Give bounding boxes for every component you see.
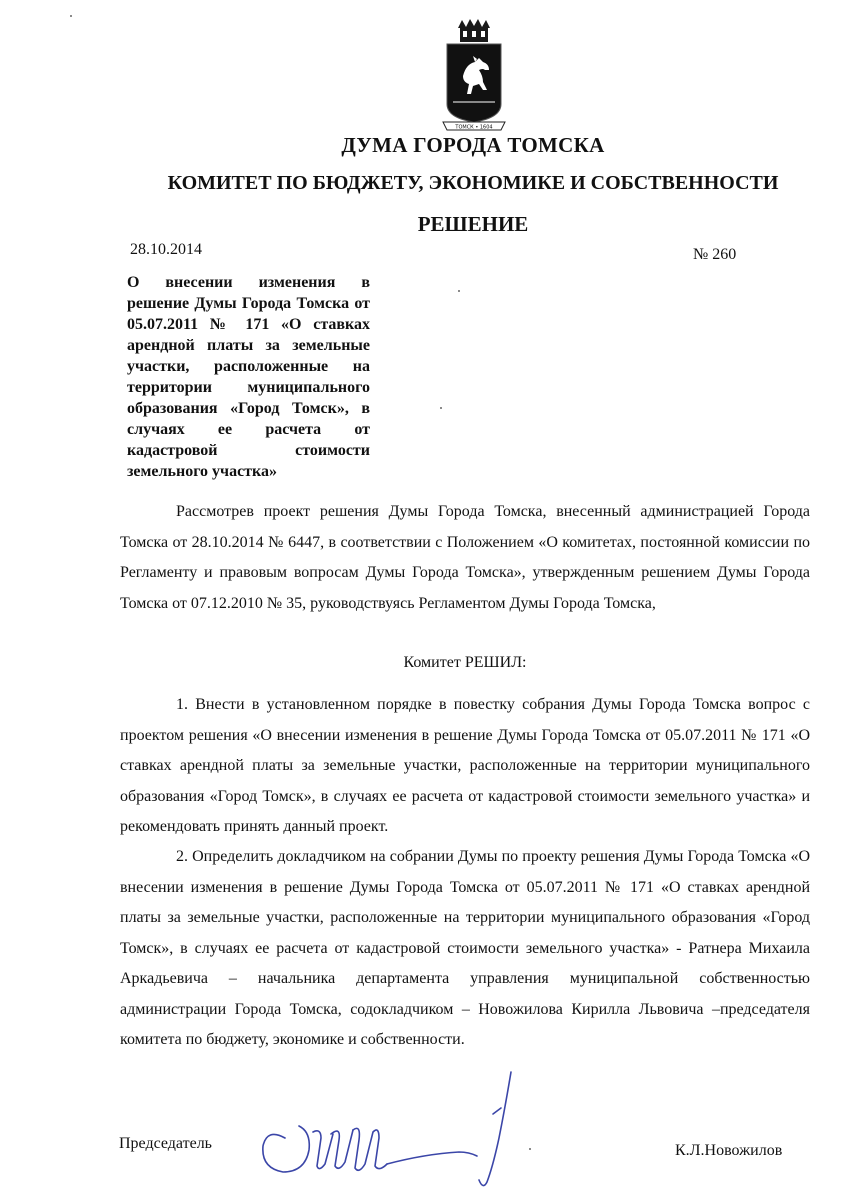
document-subject: О внесении изменения в решение Думы Города Томска от 05.07.2011 № 171 «О ставках арендной платы за земельные участки, расположенные на территории муниципального образования «Город Томск», в случаях ее расчета от кадастровой стоимости земельного участка»	[127, 274, 370, 480]
scan-speck	[458, 290, 460, 292]
resolution-heading: Комитет РЕШИЛ:	[403, 654, 527, 671]
scan-speck	[70, 15, 72, 17]
handwritten-signature	[255, 1068, 525, 1198]
resolution-item-1: 1. Внести в установленном порядке в повестку собрания Думы Города Томска вопрос с проектом решения «О внесении изменения в решение Думы Города Томска от 05.07.2011 № 171 «О ставках арендной платы за земельные участки, расположенные на территории муниципального образования «Город Томск», в случаях ее расчета от кадастровой стоимости земельного участка» и рекомендовать принять данный проект.	[120, 696, 810, 835]
signer-position: Председатель	[119, 1135, 212, 1152]
document-number: № 260	[693, 246, 737, 263]
scan-speck	[529, 1148, 531, 1150]
coat-of-arms-icon	[439, 18, 509, 134]
svg-text:ТОМСК • 1604: ТОМСК • 1604	[455, 124, 493, 131]
resolution-item-2: 2. Определить докладчиком на собрании Думы по проекту решения Думы Города Томска «О внесении изменения в решение Думы Города Томска от 05.07.2011 № 171 «О ставках арендной платы за земельные участки, расположенные на территории муниципального образования «Город Томск», в случаях ее расчета от кадастровой стоимости земельного участка» - Ратнера Михаила Аркадьевича – начальника департамента управления муниципальной собственностью администрации Города Томска, содокладчиком – Новожилова Кирилла Львовича –председателя комитета по бюджету, экономике и собственности.	[120, 848, 810, 1048]
document-date: 28.10.2014	[130, 241, 202, 258]
preamble-paragraph: Рассмотрев проект решения Думы Города Томска, внесенный администрацией Города Томска от 28.10.2014 № 6447, в соответствии с Положением «О комитетах, постоянной комиссии по Регламенту и правовым вопросам Думы Города Томска», утвержденным решением Думы Города Томска от 07.12.2010 № 35, руководствуясь Регламентом Думы Города Томска,	[120, 503, 810, 612]
signer-name: К.Л.Новожилов	[675, 1142, 783, 1159]
document-type: РЕШЕНИЕ	[417, 212, 529, 236]
organization-title: ДУМА ГОРОДА ТОМСКА	[341, 133, 605, 157]
scan-speck	[440, 407, 442, 409]
committee-title: КОМИТЕТ ПО БЮДЖЕТУ, ЭКОНОМИКЕ И СОБСТВЕННОСТИ	[167, 172, 779, 194]
